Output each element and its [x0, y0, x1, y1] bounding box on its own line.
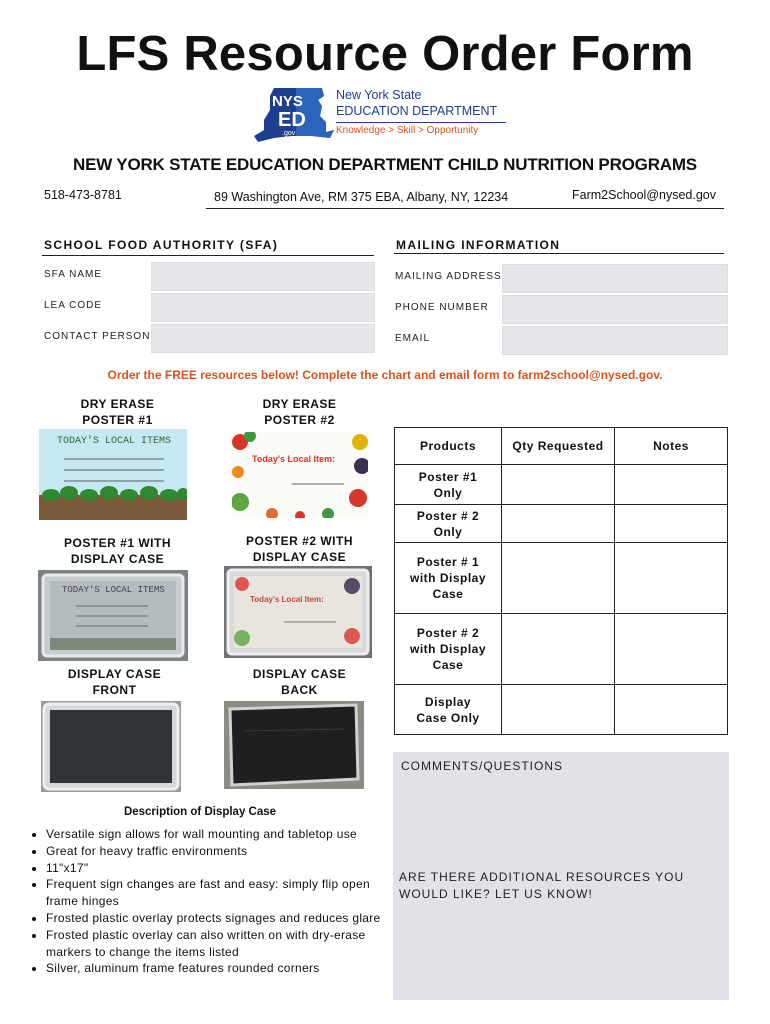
mailing-address-label: MAILING ADDRESS: [395, 271, 502, 282]
product-line: Case Only: [416, 710, 480, 725]
sfa-heading: SCHOOL FOOD AUTHORITY (SFA): [44, 238, 279, 252]
table-row: [395, 614, 728, 685]
logo-badge-small: .gov: [282, 130, 296, 137]
contact-email: Farm2School@nysed.gov: [572, 188, 717, 202]
poster2-image: [232, 432, 368, 518]
agency-name: NEW YORK STATE EDUCATION DEPARTMENT CHILD NUTRITION PROGRAMS: [73, 155, 697, 174]
poster1-case-caption: [40, 535, 195, 567]
poster2-case-heading: Today's Local Item:: [250, 595, 324, 604]
table-row: [395, 465, 728, 505]
qty-cell[interactable]: [502, 685, 615, 735]
case-front-caption: [37, 666, 192, 698]
comments-prompt-line2: WOULD LIKE? LET US KNOW!: [399, 887, 593, 901]
mailing-heading: MAILING INFORMATION: [396, 238, 561, 252]
logo-badge-top: NYS: [272, 93, 303, 110]
col-header-qty: Qty Requested: [502, 428, 615, 465]
poster2-caption-line1: DRY ERASE: [262, 397, 337, 411]
case-front-caption-line2: FRONT: [92, 683, 137, 697]
poster2-case-image: [224, 566, 372, 658]
poster1-caption-line2: POSTER #1: [82, 413, 153, 427]
contact-rule: [206, 208, 724, 209]
notes-cell[interactable]: [615, 465, 728, 505]
contact-address: 89 Washington Ave, RM 375 EBA, Albany, NY, 12234: [214, 190, 509, 204]
list-item: • 11"x17": [46, 860, 391, 877]
product-line: Case: [432, 658, 464, 672]
logo-divider: [336, 122, 506, 123]
order-table: [394, 427, 728, 735]
product-line: Case: [432, 587, 464, 601]
product-line: with Display: [409, 571, 486, 585]
comments-heading: COMMENTS/QUESTIONS: [401, 759, 564, 773]
qty-cell[interactable]: [502, 505, 615, 543]
poster1-case-heading: TODAY'S LOCAL ITEMS: [62, 585, 165, 595]
poster2-caption: [222, 396, 377, 428]
comments-prompt-line1: ARE THERE ADDITIONAL RESOURCES YOU: [399, 870, 685, 884]
product-line: Only: [433, 485, 463, 500]
mailing-address-field[interactable]: [502, 264, 728, 293]
case-front-image: [41, 701, 181, 792]
qty-cell[interactable]: [502, 465, 615, 505]
description-list: [30, 826, 391, 977]
product-line: Poster # 2: [416, 508, 480, 523]
comments-box[interactable]: [393, 752, 729, 1000]
table-row: [395, 543, 728, 614]
sfa-rule: [42, 255, 374, 256]
nysed-logo: [252, 86, 522, 146]
contact-phone: 518-473-8781: [44, 188, 122, 202]
poster1-image: [39, 429, 187, 520]
product-cell: [395, 614, 502, 685]
logo-line2: EDUCATION DEPARTMENT: [336, 104, 498, 118]
mailing-rule: [394, 253, 724, 254]
list-item: • Frequent sign changes are fast and easy: simply flip open frame hinges: [46, 876, 391, 910]
case-back-caption-line2: BACK: [281, 683, 318, 697]
table-row: [395, 505, 728, 543]
list-item: • Versatile sign allows for wall mounting and tabletop use: [46, 826, 391, 843]
description-title: Description of Display Case: [123, 806, 277, 818]
list-item: • Silver, aluminum frame features rounded corners: [46, 960, 391, 977]
poster2-case-caption-line1: POSTER #2 WITH: [245, 534, 353, 548]
notes-cell[interactable]: [615, 614, 728, 685]
phone-number-field[interactable]: [502, 295, 728, 324]
page-title: LFS Resource Order Form: [76, 27, 694, 81]
poster1-case-caption-line2: DISPLAY CASE: [70, 552, 165, 566]
product-line: Poster #1: [418, 469, 478, 484]
contact-person-field[interactable]: [151, 324, 375, 353]
notes-cell[interactable]: [615, 543, 728, 614]
qty-cell[interactable]: [502, 614, 615, 685]
product-cell: [395, 685, 502, 735]
poster2-case-caption: [222, 533, 377, 565]
list-item: • Great for heavy traffic environments: [46, 843, 391, 860]
product-line: Display: [424, 694, 472, 709]
product-cell: [395, 465, 502, 505]
col-header-products: Products: [395, 428, 502, 465]
product-cell: [395, 505, 502, 543]
logo-badge-mid: ED: [278, 109, 306, 131]
poster1-case-caption-line1: POSTER #1 WITH: [63, 536, 171, 550]
phone-number-label: PHONE NUMBER: [395, 302, 489, 313]
product-line: Only: [433, 524, 463, 539]
product-line: with Display: [409, 642, 486, 656]
logo-tagline: Knowledge > Skill > Opportunity: [336, 125, 479, 136]
lea-code-field[interactable]: [151, 293, 375, 322]
lea-code-label: LEA CODE: [44, 300, 103, 311]
order-notice: Order the FREE resources below! Complete the chart and email form to farm2school@nysed.gov.: [107, 368, 663, 382]
case-back-image: [224, 701, 364, 789]
case-back-caption: [222, 666, 377, 698]
case-front-caption-line1: DISPLAY CASE: [67, 667, 162, 681]
sfa-name-label: SFA NAME: [44, 269, 103, 280]
poster2-case-caption-line2: DISPLAY CASE: [252, 550, 347, 564]
email-label: EMAIL: [395, 333, 431, 344]
list-item: • Frosted plastic overlay can also written on with dry-erase markers to change the items listed: [46, 927, 391, 961]
email-field[interactable]: [502, 326, 728, 355]
col-header-notes: Notes: [615, 428, 728, 465]
poster1-case-image: [38, 570, 188, 661]
product-cell: [395, 543, 502, 614]
poster2-caption-line2: POSTER #2: [264, 413, 335, 427]
product-line: Poster # 1: [416, 555, 480, 569]
table-row: [395, 685, 728, 735]
qty-cell[interactable]: [502, 543, 615, 614]
nys-map-icon: [252, 86, 336, 146]
case-back-caption-line1: DISPLAY CASE: [252, 667, 347, 681]
product-line: Poster # 2: [416, 626, 480, 640]
sfa-name-field[interactable]: [151, 262, 375, 291]
notes-cell[interactable]: [615, 505, 728, 543]
poster1-caption: [40, 396, 195, 428]
list-item: • Frosted plastic overlay protects signages and reduces glare: [46, 910, 391, 927]
poster1-heading: TODAY'S LOCAL ITEMS: [57, 436, 172, 447]
notes-cell[interactable]: [615, 685, 728, 735]
table-header-row: [395, 428, 728, 465]
logo-line1: New York State: [336, 88, 422, 102]
poster2-heading: Today's Local Item:: [252, 454, 335, 464]
poster1-caption-line1: DRY ERASE: [80, 397, 155, 411]
contact-person-label: CONTACT PERSON: [44, 331, 151, 342]
